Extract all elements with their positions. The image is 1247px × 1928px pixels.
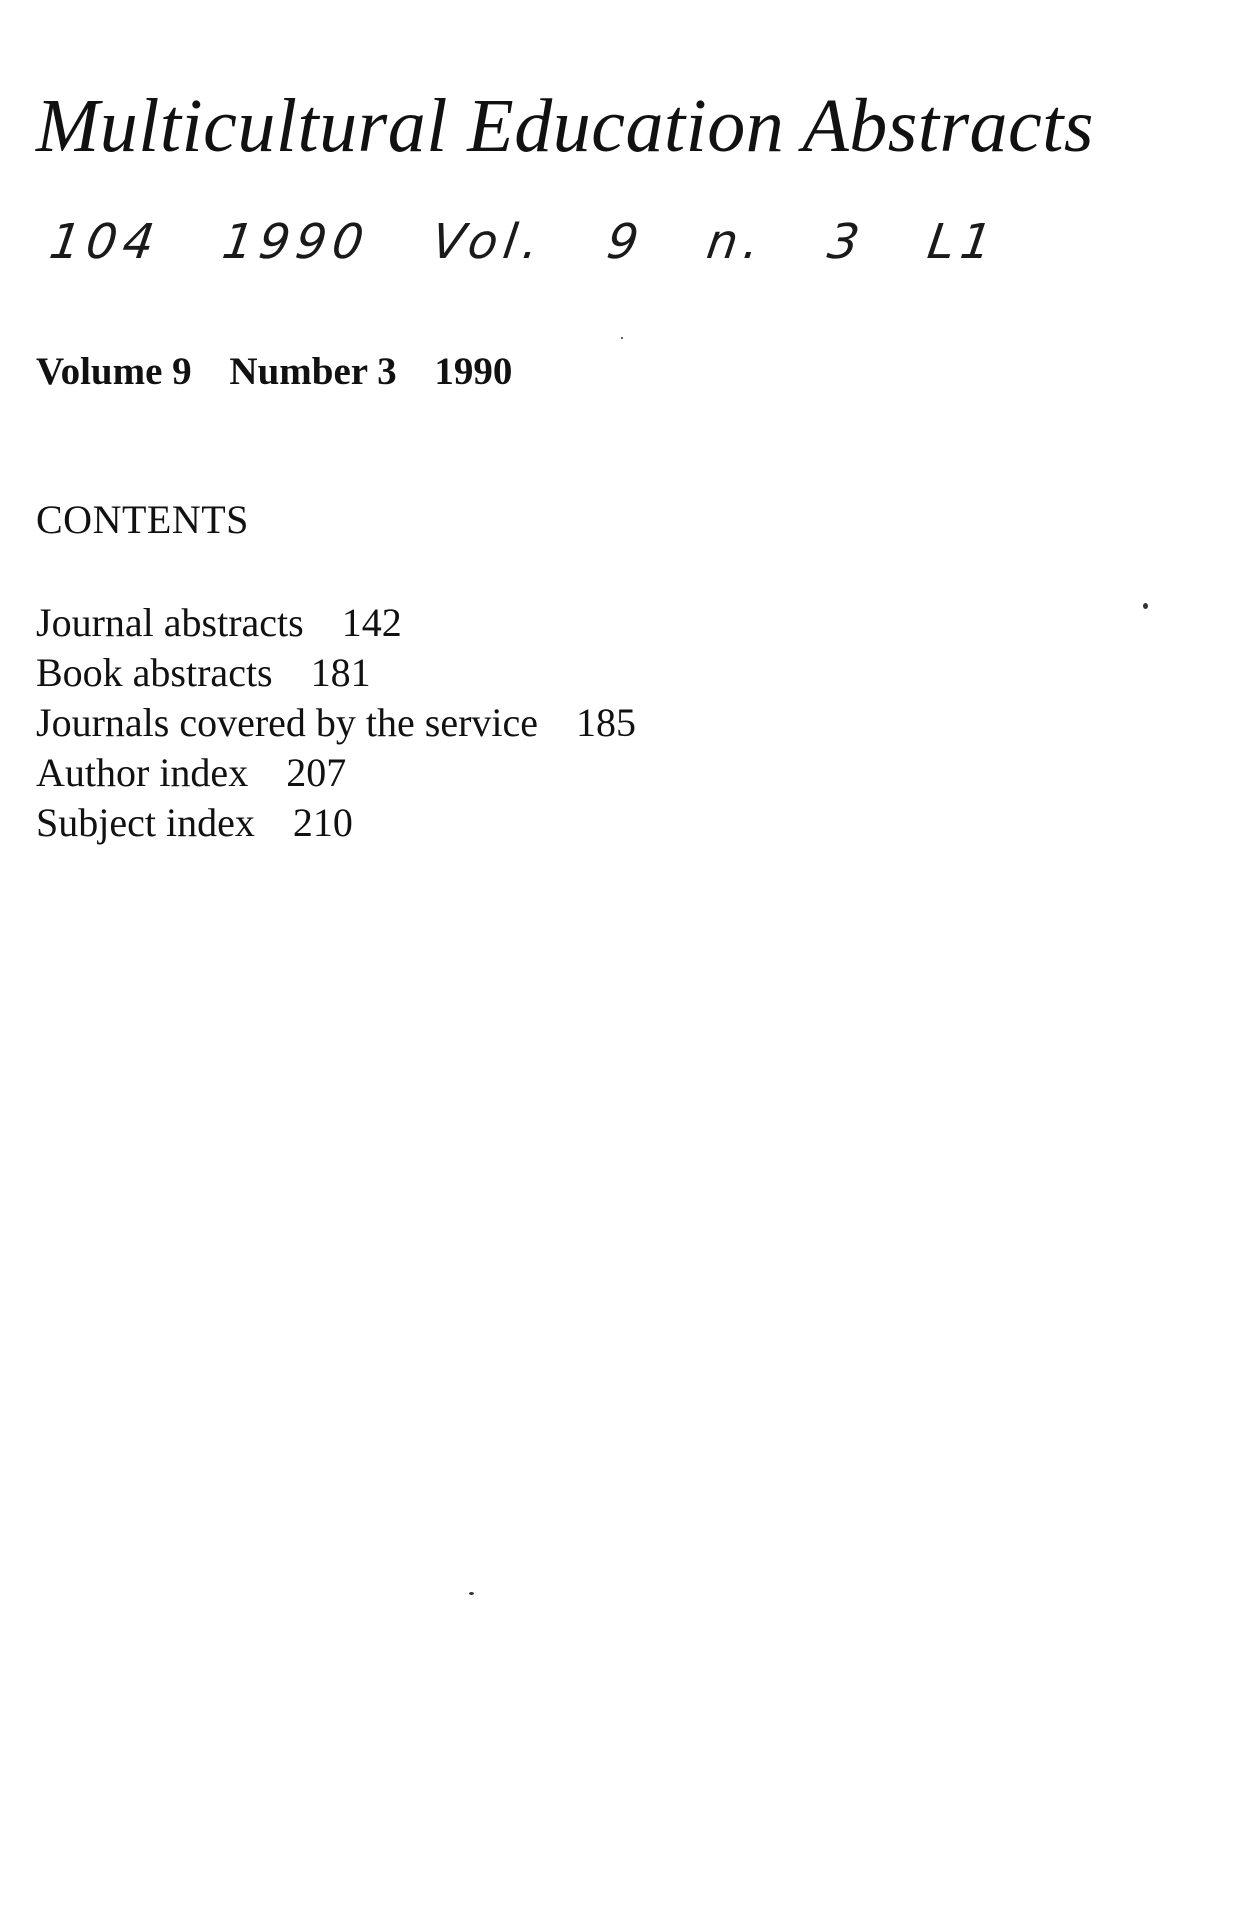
volume-label: Volume 9 bbox=[36, 350, 192, 393]
toc-page-number: 142 bbox=[341, 600, 402, 645]
toc-entry-book-abstracts bbox=[36, 648, 636, 698]
toc-entry-author-index bbox=[36, 748, 636, 798]
number-label: Number 3 bbox=[229, 350, 397, 393]
toc-entry-subject-index bbox=[36, 798, 636, 848]
year-label: 1990 bbox=[434, 350, 513, 393]
toc-label: Book abstracts bbox=[36, 650, 273, 695]
toc-page-number: 181 bbox=[310, 650, 371, 695]
scan-speck bbox=[1143, 603, 1148, 609]
toc-entry-journals-covered bbox=[36, 698, 636, 748]
table-of-contents bbox=[36, 598, 636, 848]
scan-speck bbox=[469, 1592, 474, 1595]
toc-label: Author index bbox=[36, 750, 249, 795]
toc-label: Journal abstracts bbox=[36, 600, 304, 645]
contents-heading: CONTENTS bbox=[36, 497, 249, 542]
toc-label: Journals covered by the service bbox=[36, 700, 539, 745]
handwritten-catalog-note: 104 1990 Vol. 9 n. 3 L1 bbox=[46, 214, 1002, 270]
issue-info bbox=[36, 352, 540, 391]
toc-entry-journal-abstracts bbox=[36, 598, 636, 648]
toc-page-number: 207 bbox=[286, 750, 347, 795]
toc-label: Subject index bbox=[36, 800, 255, 845]
toc-page-number: 185 bbox=[576, 700, 637, 745]
scan-speck bbox=[621, 337, 623, 339]
journal-title: Multicultural Education Abstracts bbox=[36, 84, 1094, 168]
toc-page-number: 210 bbox=[292, 800, 353, 845]
